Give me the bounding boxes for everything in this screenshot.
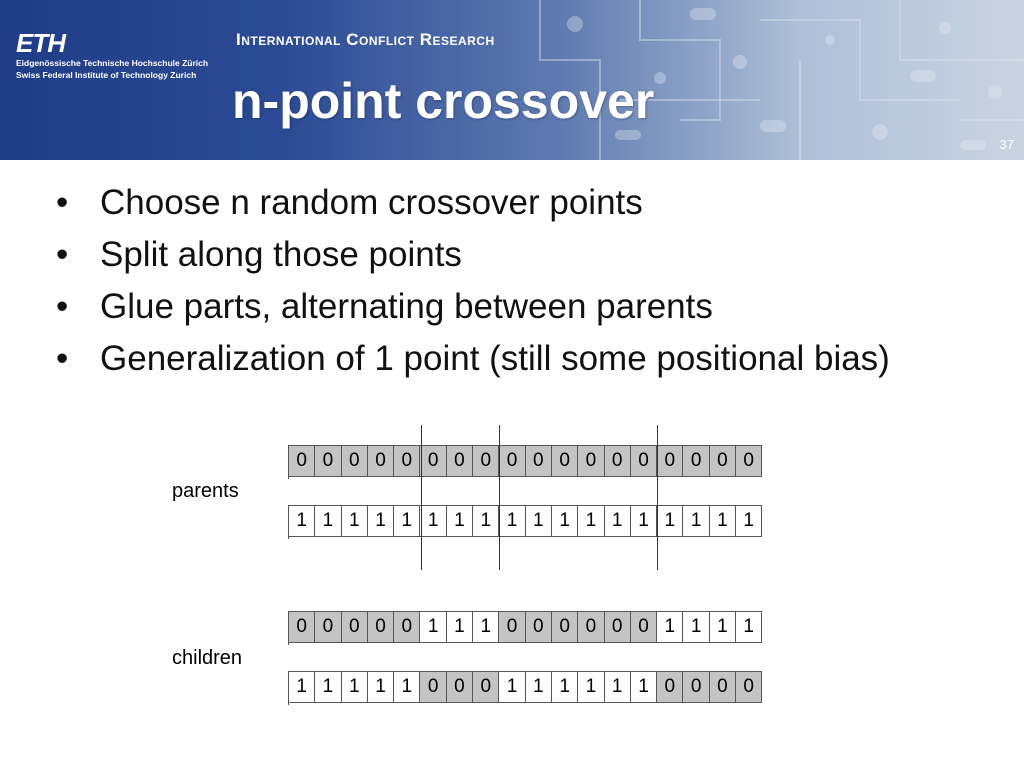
gene-cell: 0 — [710, 671, 736, 703]
gene-cell: 1 — [736, 505, 762, 537]
gene-cell: 0 — [736, 445, 762, 477]
gene-cell: 1 — [447, 611, 473, 643]
gene-cell: 1 — [342, 671, 368, 703]
eth-logo: ETH — [16, 28, 65, 58]
gene-cell: 1 — [736, 611, 762, 643]
gene-cell: 1 — [578, 505, 604, 537]
gene-cell: 1 — [499, 505, 525, 537]
gene-cell: 0 — [578, 611, 604, 643]
gene-cell: 1 — [631, 671, 657, 703]
gene-cell: 0 — [657, 445, 683, 477]
crossover-cut-line — [657, 425, 658, 570]
gene-cell: 0 — [368, 445, 394, 477]
bullet-item: • Choose n random crossover points — [56, 182, 956, 224]
parent2-chromosome — [288, 505, 762, 539]
gene-cell: 0 — [289, 445, 315, 477]
gene-cell: 1 — [683, 505, 709, 537]
gene-cell: 1 — [552, 505, 578, 537]
gene-cell: 1 — [368, 671, 394, 703]
child1-chromosome — [288, 611, 762, 645]
gene-cell: 0 — [526, 611, 552, 643]
gene-cell: 1 — [342, 505, 368, 537]
gene-cell: 1 — [578, 671, 604, 703]
gene-cell: 1 — [473, 505, 499, 537]
parent1-chromosome — [288, 445, 762, 479]
gene-cell: 0 — [394, 445, 420, 477]
gene-cell: 1 — [526, 671, 552, 703]
gene-cell: 1 — [631, 505, 657, 537]
gene-cell: 1 — [394, 505, 420, 537]
gene-cell: 0 — [315, 611, 341, 643]
gene-cell: 0 — [578, 445, 604, 477]
gene-cell: 0 — [420, 671, 446, 703]
gene-cell: 0 — [315, 445, 341, 477]
gene-cell: 0 — [552, 611, 578, 643]
gene-cell: 1 — [499, 671, 525, 703]
gene-cell: 0 — [605, 445, 631, 477]
gene-cell: 0 — [394, 611, 420, 643]
eth-name-english: Swiss Federal Institute of Technology Zurich — [16, 70, 197, 80]
children-label: children — [172, 647, 243, 669]
gene-cell: 1 — [315, 505, 341, 537]
gene-cell: 0 — [447, 671, 473, 703]
gene-cell: 1 — [420, 611, 446, 643]
crossover-cut-line — [499, 425, 500, 570]
gene-cell: 0 — [631, 611, 657, 643]
slide-number: 37 — [999, 137, 1014, 152]
gene-cell: 1 — [420, 505, 446, 537]
gene-cell: 0 — [657, 671, 683, 703]
bullet-item: • Split along those points — [56, 234, 956, 276]
crossover-cut-line — [421, 425, 422, 570]
child2-chromosome — [288, 671, 762, 705]
gene-cell: 0 — [447, 445, 473, 477]
slide-title: n-point crossover — [232, 73, 655, 129]
gene-cell: 0 — [631, 445, 657, 477]
gene-cell: 1 — [447, 505, 473, 537]
gene-cell: 0 — [736, 671, 762, 703]
gene-cell: 0 — [473, 445, 499, 477]
gene-cell: 0 — [526, 445, 552, 477]
gene-cell: 1 — [657, 611, 683, 643]
gene-cell: 0 — [342, 611, 368, 643]
gene-cell: 1 — [368, 505, 394, 537]
gene-cell: 0 — [605, 611, 631, 643]
gene-cell: 0 — [499, 611, 525, 643]
gene-cell: 0 — [683, 445, 709, 477]
gene-cell: 1 — [605, 505, 631, 537]
gene-cell: 1 — [526, 505, 552, 537]
gene-cell: 1 — [394, 671, 420, 703]
gene-cell: 1 — [289, 505, 315, 537]
bullet-item: • Generalization of 1 point (still some positional bias) — [56, 338, 956, 380]
gene-cell: 0 — [420, 445, 446, 477]
gene-cell: 0 — [710, 445, 736, 477]
gene-cell: 0 — [368, 611, 394, 643]
gene-cell: 0 — [473, 671, 499, 703]
gene-cell: 1 — [289, 671, 315, 703]
gene-cell: 1 — [552, 671, 578, 703]
gene-cell: 1 — [605, 671, 631, 703]
gene-cell: 1 — [683, 611, 709, 643]
gene-cell: 1 — [473, 611, 499, 643]
gene-cell: 1 — [710, 611, 736, 643]
gene-cell: 0 — [289, 611, 315, 643]
gene-cell: 1 — [710, 505, 736, 537]
gene-cell: 0 — [342, 445, 368, 477]
institute-title: International Conflict Research — [236, 30, 495, 49]
gene-cell: 0 — [552, 445, 578, 477]
gene-cell: 0 — [683, 671, 709, 703]
eth-name-german: Eidgenössische Technische Hochschule Zürich — [16, 58, 209, 68]
parents-label: parents — [172, 480, 239, 502]
gene-cell: 1 — [657, 505, 683, 537]
bullet-item: • Glue parts, alternating between parents — [56, 286, 956, 328]
gene-cell: 1 — [315, 671, 341, 703]
gene-cell: 0 — [499, 445, 525, 477]
